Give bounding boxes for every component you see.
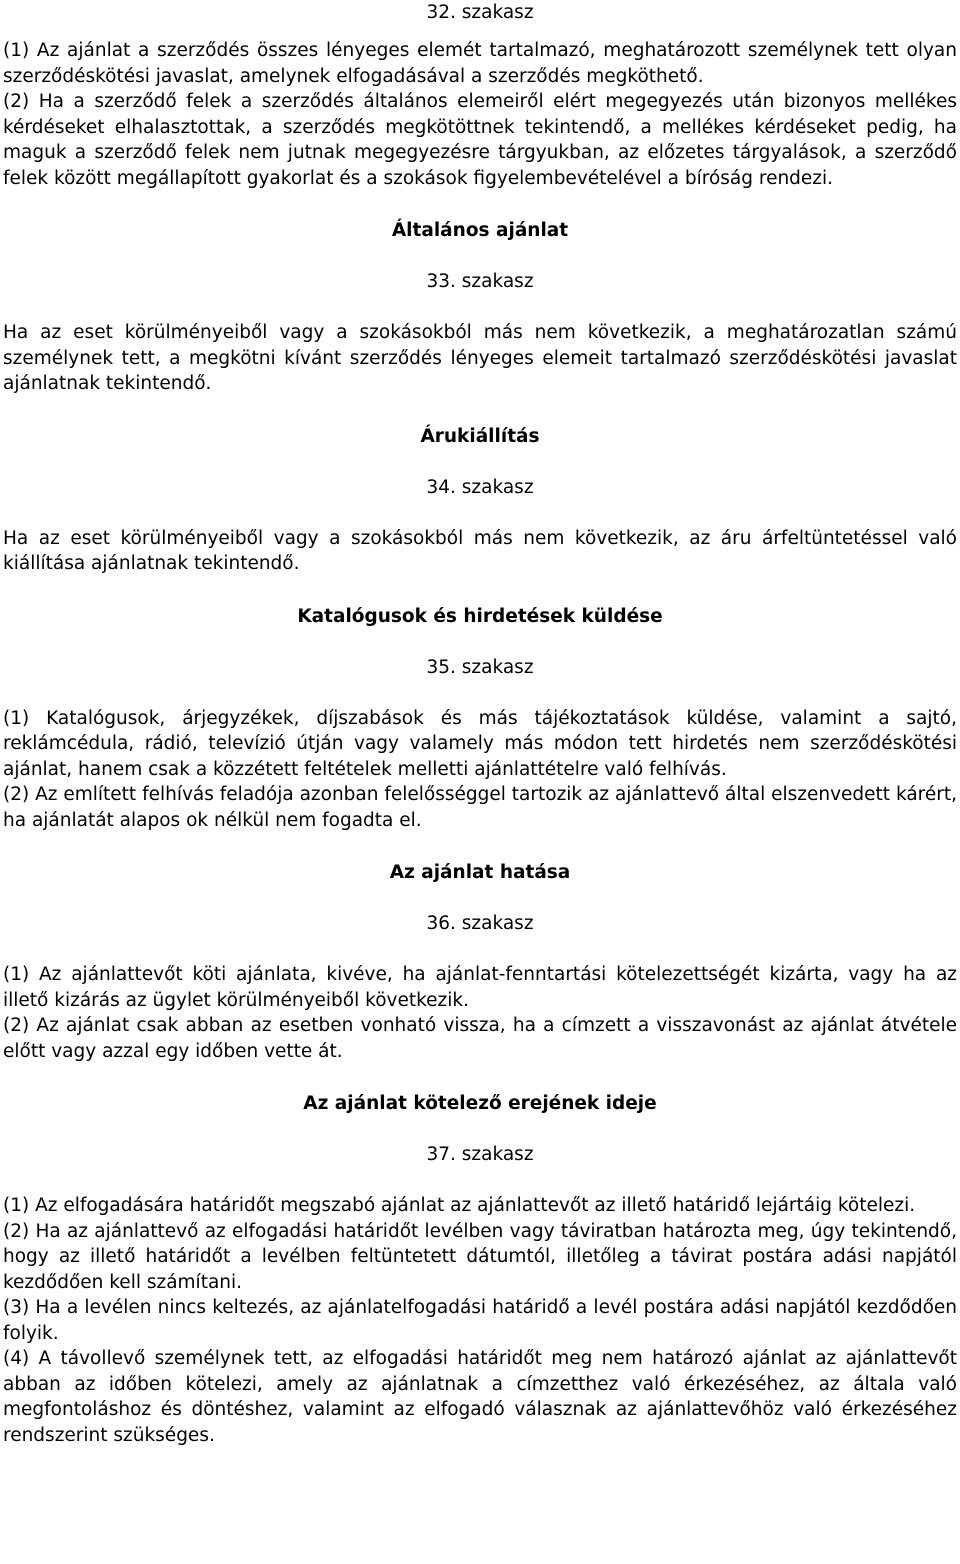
paragraph: (2) Ha az ajánlattevő az elfogadási határidőt levélben vagy táviratban határozta meg, úgy tekintendő, hogy az illető határidőt a levélben feltüntetett dátumtól, illetőleg a távirat postára adási napjától kezdődően kell számítani.	[3, 1220, 957, 1293]
section-number: 35. szakasz	[426, 656, 534, 678]
section-title: Általános ajánlat	[391, 220, 569, 241]
paragraph: (3) Ha a levélen nincs keltezés, az ajánlatelfogadási határidő a levél postára adási napjától kezdődően folyik.	[3, 1297, 957, 1344]
paragraph: (1) Az elfogadására határidőt megszabó ajánlat az ajánlattevőt az illető határidő lejártáig kötelezi.	[3, 1195, 916, 1216]
section-36	[3, 860, 957, 1064]
section-37	[3, 1091, 957, 1448]
paragraph: (1) Az ajánlat a szerződés összes lényeges elemét tartalmazó, meghatározott személynek tett olyan szerződéskötési javaslat, amelynek elfogadásával a szerződés megköthető.	[3, 40, 957, 87]
section-title: Katalógusok és hirdetések küldése	[297, 605, 663, 627]
paragraph: (2) Az ajánlat csak abban az esetben vonható vissza, ha a címzett a visszavonást az ajánlat átvétele előtt vagy azzal egy időben vette át.	[3, 1015, 957, 1062]
section-title: Az ajánlat kötelező erejének ideje	[303, 1093, 657, 1114]
section-title: Árukiállítás	[420, 425, 540, 447]
paragraph: (2) Ha a szerződő felek a szerződés általános elemeiről elért megegyezés után bizonyos mellékes kérdéseket elhalasztottak, a szerződés megkötöttnek tekintendő, a mellékes kérdéseket pedig, ha maguk a szerződő felek nem jutnak megegyezésre tárgyukban, az előzetes tárgyalások, a szerződő felek között megállapított gyakorlat és a szokások figyelembevételével a bíróság rendezi.	[3, 91, 957, 189]
paragraph: (1) Katalógusok, árjegyzékek, díjszabások és más tájékoztatások küldése, valamint a sajtó, reklámcédula, rádió, televízió útján vagy valamely más módon tett hirdetés nem szerződéskötési ajánlat, hanem csak a közzétett feltételek melletti ajánlattételre való felhívás.	[3, 707, 957, 780]
paragraph: Ha az eset körülményeiből vagy a szokásokból más nem következik, a meghatározatlan számú személynek tett, a megkötni kívánt szerződés lényeges elemeit tartalmazó szerződéskötési javaslat ajánlatnak tekintendő.	[3, 322, 957, 394]
section-32	[3, 0, 957, 191]
paragraph: (4) A távollevő személynek tett, az elfogadási határidőt meg nem határozó ajánlat az ajánlattevőt abban az időben kötelezi, amely az ajánlatnak a címzetthez való érkezéséhez, az általa való megfontoláshoz és döntéshez, valamint az elfogadó válasznak az ajánlattevőhöz való érkezéséhez rendszerint szükséges.	[3, 1348, 957, 1446]
section-number: 32. szakasz	[426, 2, 534, 23]
section-number: 36. szakasz	[426, 913, 534, 934]
section-title: Az ajánlat hatása	[389, 862, 571, 883]
section-number: 37. szakasz	[426, 1144, 534, 1165]
document-page	[3, 0, 957, 1448]
section-34	[3, 424, 957, 577]
section-35	[3, 604, 957, 834]
paragraph: (1) Az ajánlattevőt köti ajánlata, kivéve, ha ajánlat-fenntartási kötelezettségét kizárta, vagy ha az illető kizárás az ügylet körülményeiből következik.	[3, 964, 957, 1011]
paragraph: (2) Az említett felhívás feladója azonban felelősséggel tartozik az ajánlattevő által elszenvedett kárért, ha ajánlatát alapos ok nélkül nem fogadta el.	[3, 784, 957, 831]
section-33	[3, 218, 957, 397]
section-number: 34. szakasz	[426, 476, 534, 498]
section-number: 33. szakasz	[426, 271, 534, 292]
paragraph: Ha az eset körülményeiből vagy a szokásokból más nem következik, az áru árfeltüntetéssel való kiállítása ajánlatnak tekintendő.	[3, 527, 957, 574]
